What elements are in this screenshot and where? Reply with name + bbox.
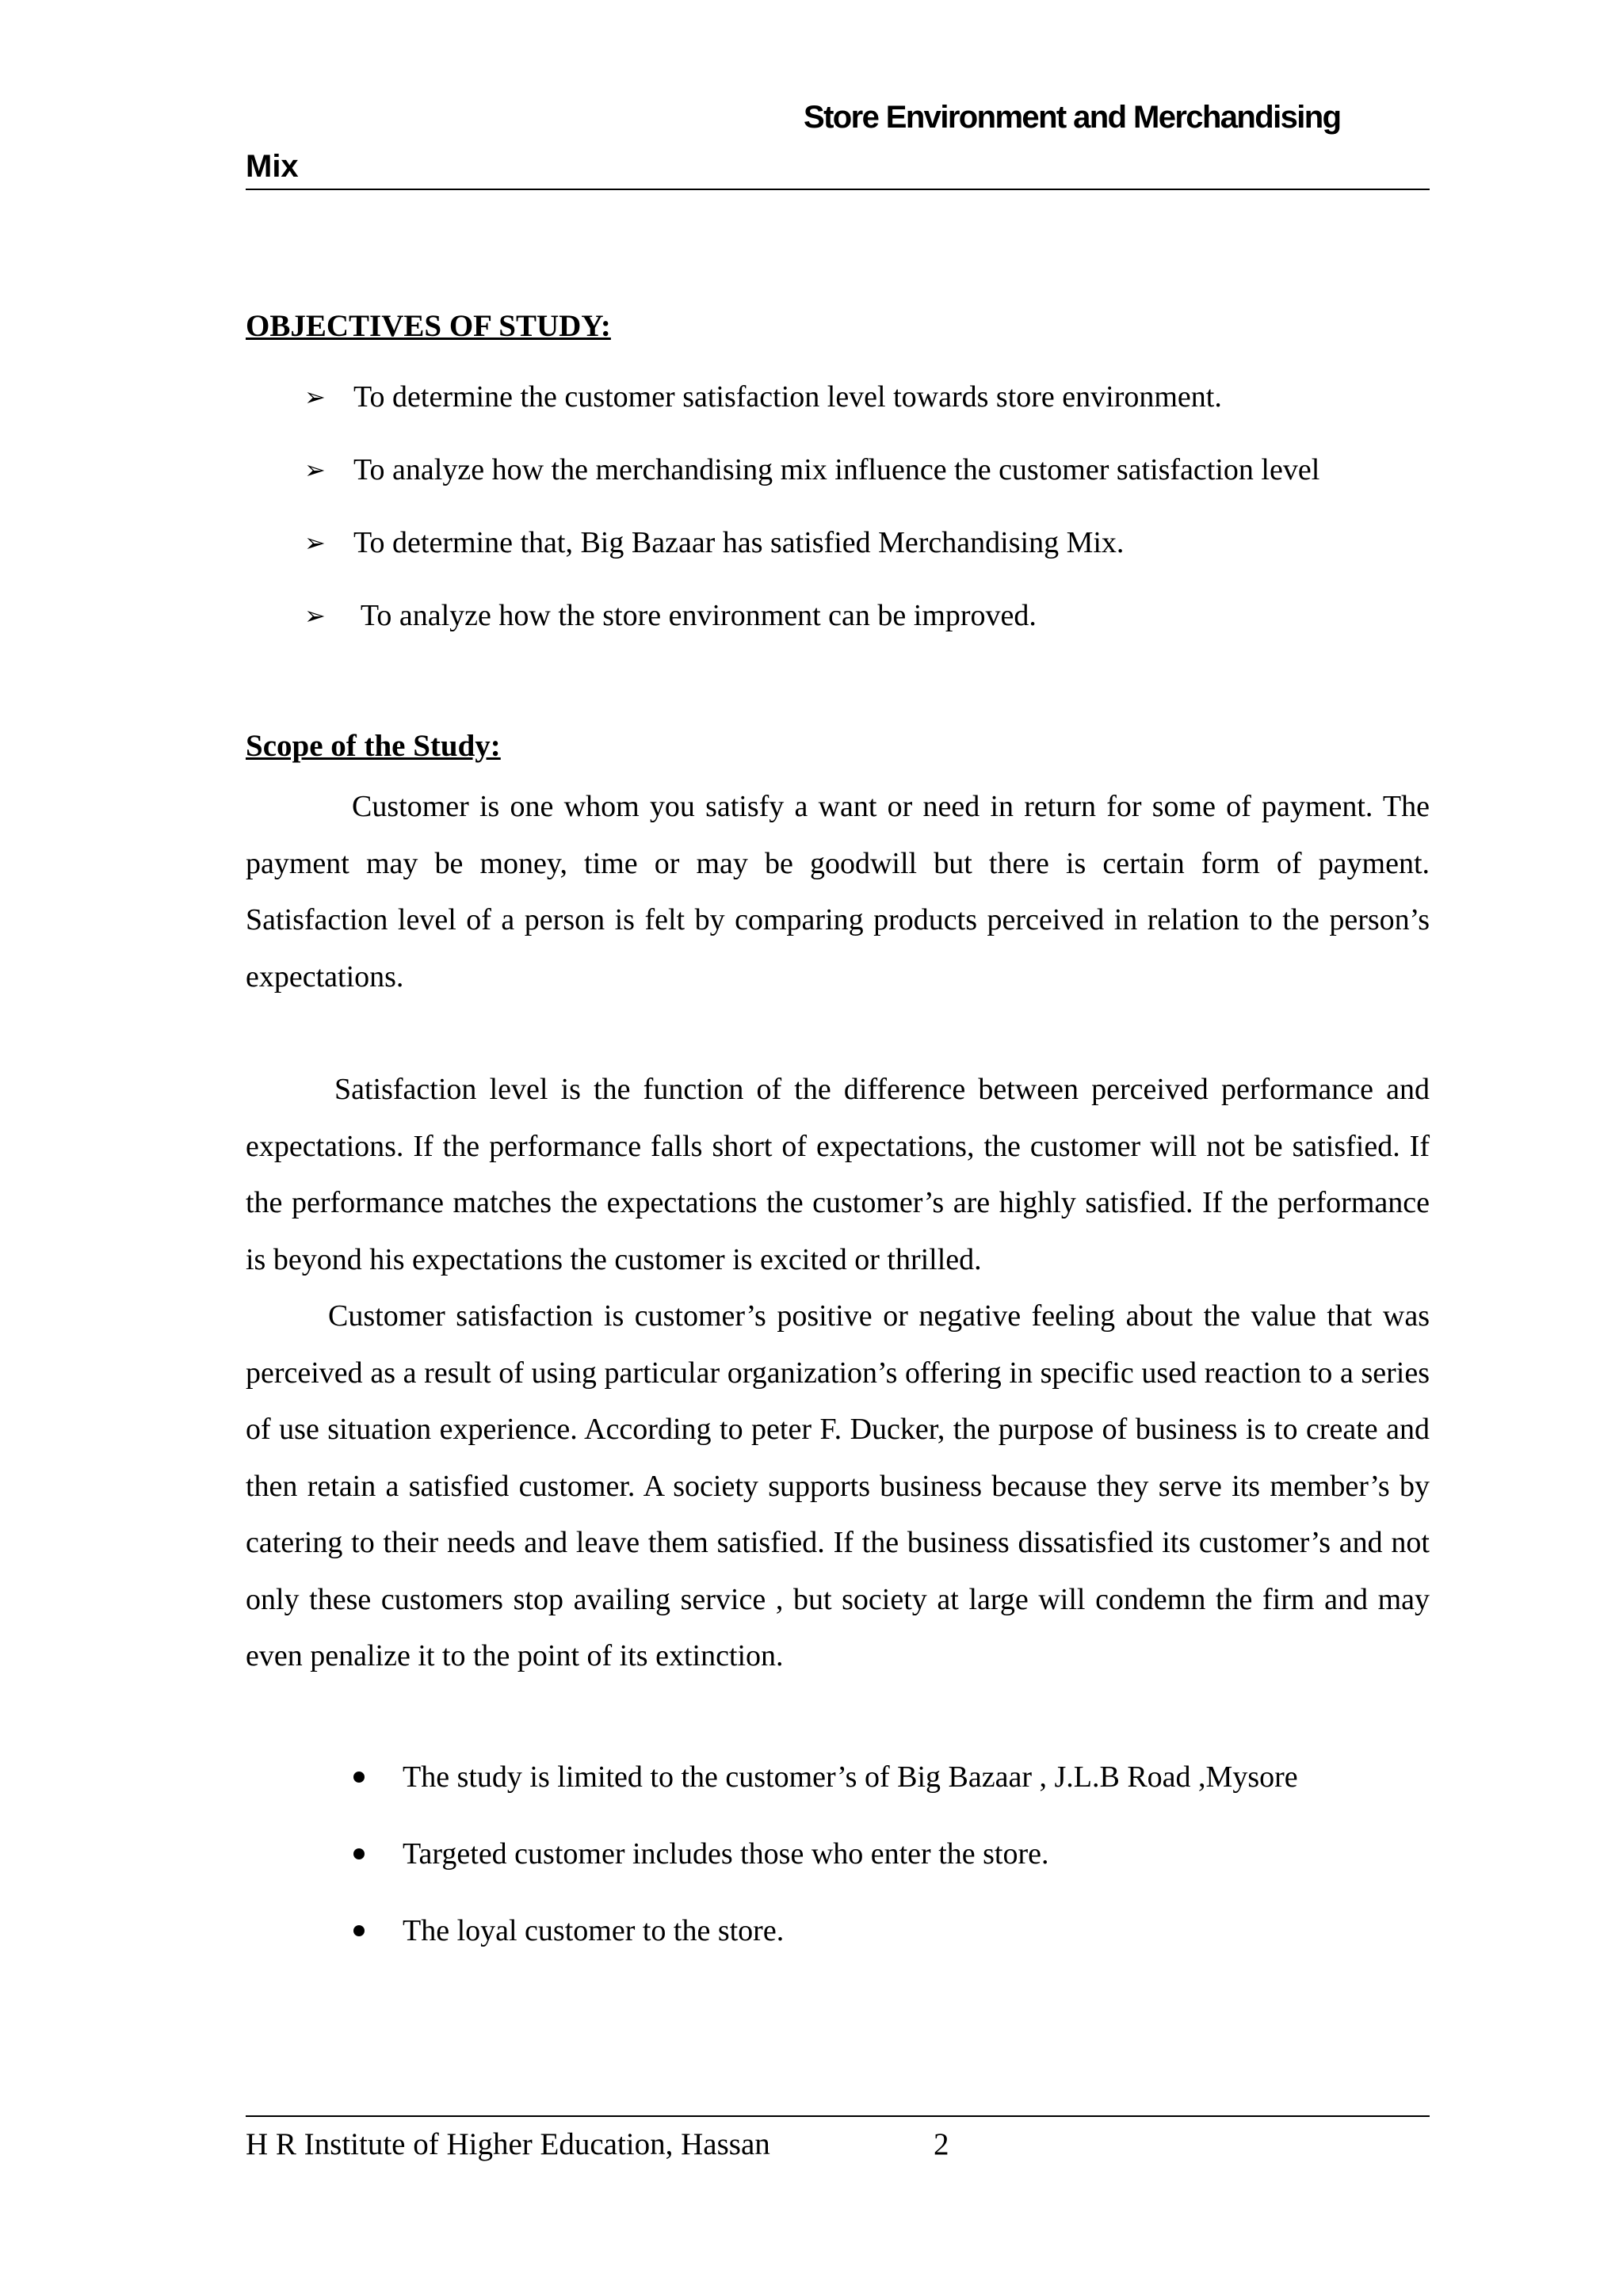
running-header-title: Store Environment and Merchandising xyxy=(804,100,1341,135)
bullet-text: Targeted customer includes those who enter the store. xyxy=(403,1837,1049,1871)
scope-heading: Scope of the Study: xyxy=(246,729,501,763)
bullet-dot-icon xyxy=(353,1925,365,1936)
header-rule xyxy=(246,189,1430,190)
objective-text: To determine the customer satisfaction level towards store environment. xyxy=(353,380,1222,414)
scope-paragraph-3: Customer satisfaction is customer’s positive or negative feeling about the value that was perceived as a result of using particular organization’s offering in specific used reaction to a series of use situation experience. According to peter F. Ducker, the purpose of business is to create and then retain a satisfied customer. A society supports business because they serve its member’s by catering to their needs and leave them satisfied. If the business dissatisfied its customer’s and not only these customers stop availing service , but society at large will condemn the firm and may even penalize it to the point of its extinction. xyxy=(246,1299,1430,1672)
running-header-title-continued: Mix xyxy=(246,149,299,184)
bullet-dot-icon xyxy=(353,1848,365,1859)
objective-text: To determine that, Big Bazaar has satisfied Merchandising Mix. xyxy=(353,526,1125,559)
bullet-text: The loyal customer to the store. xyxy=(403,1914,785,1947)
bullet-dot-icon xyxy=(353,1772,365,1783)
bullet-text: The study is limited to the customer’s of Big Bazaar , J.L.B Road ,Mysore xyxy=(403,1760,1298,1794)
arrow-bullet-icon: ➢ xyxy=(304,528,326,558)
arrow-bullet-icon: ➢ xyxy=(304,455,326,485)
footer-rule xyxy=(246,2115,1430,2117)
arrow-bullet-icon: ➢ xyxy=(304,382,326,412)
objective-text: To analyze how the store environment can be improved. xyxy=(353,599,1037,632)
objectives-heading: OBJECTIVES OF STUDY: xyxy=(246,309,611,343)
footer-institution: H R Institute of Higher Education, Hassan xyxy=(246,2127,770,2161)
page-number: 2 xyxy=(934,2127,949,2161)
arrow-bullet-icon: ➢ xyxy=(304,601,326,631)
scope-paragraph-1: Customer is one whom you satisfy a want or need in return for some of payment. The payment may be money, time or may be goodwill but there is certain form of payment. Satisfaction level of a person is felt by comparing products perceived in relation to the person’s expectations. xyxy=(246,790,1430,994)
scope-paragraph-2: Satisfaction level is the function of the difference between perceived performance and expectations. If the performance falls short of expectations, the customer will not be satisfied. If the performance matches the expectations the customer’s are highly satisfied. If the performance is beyond his expectations the customer is excited or thrilled. xyxy=(246,1073,1430,1276)
objective-text: To analyze how the merchandising mix influence the customer satisfaction level xyxy=(353,453,1320,486)
